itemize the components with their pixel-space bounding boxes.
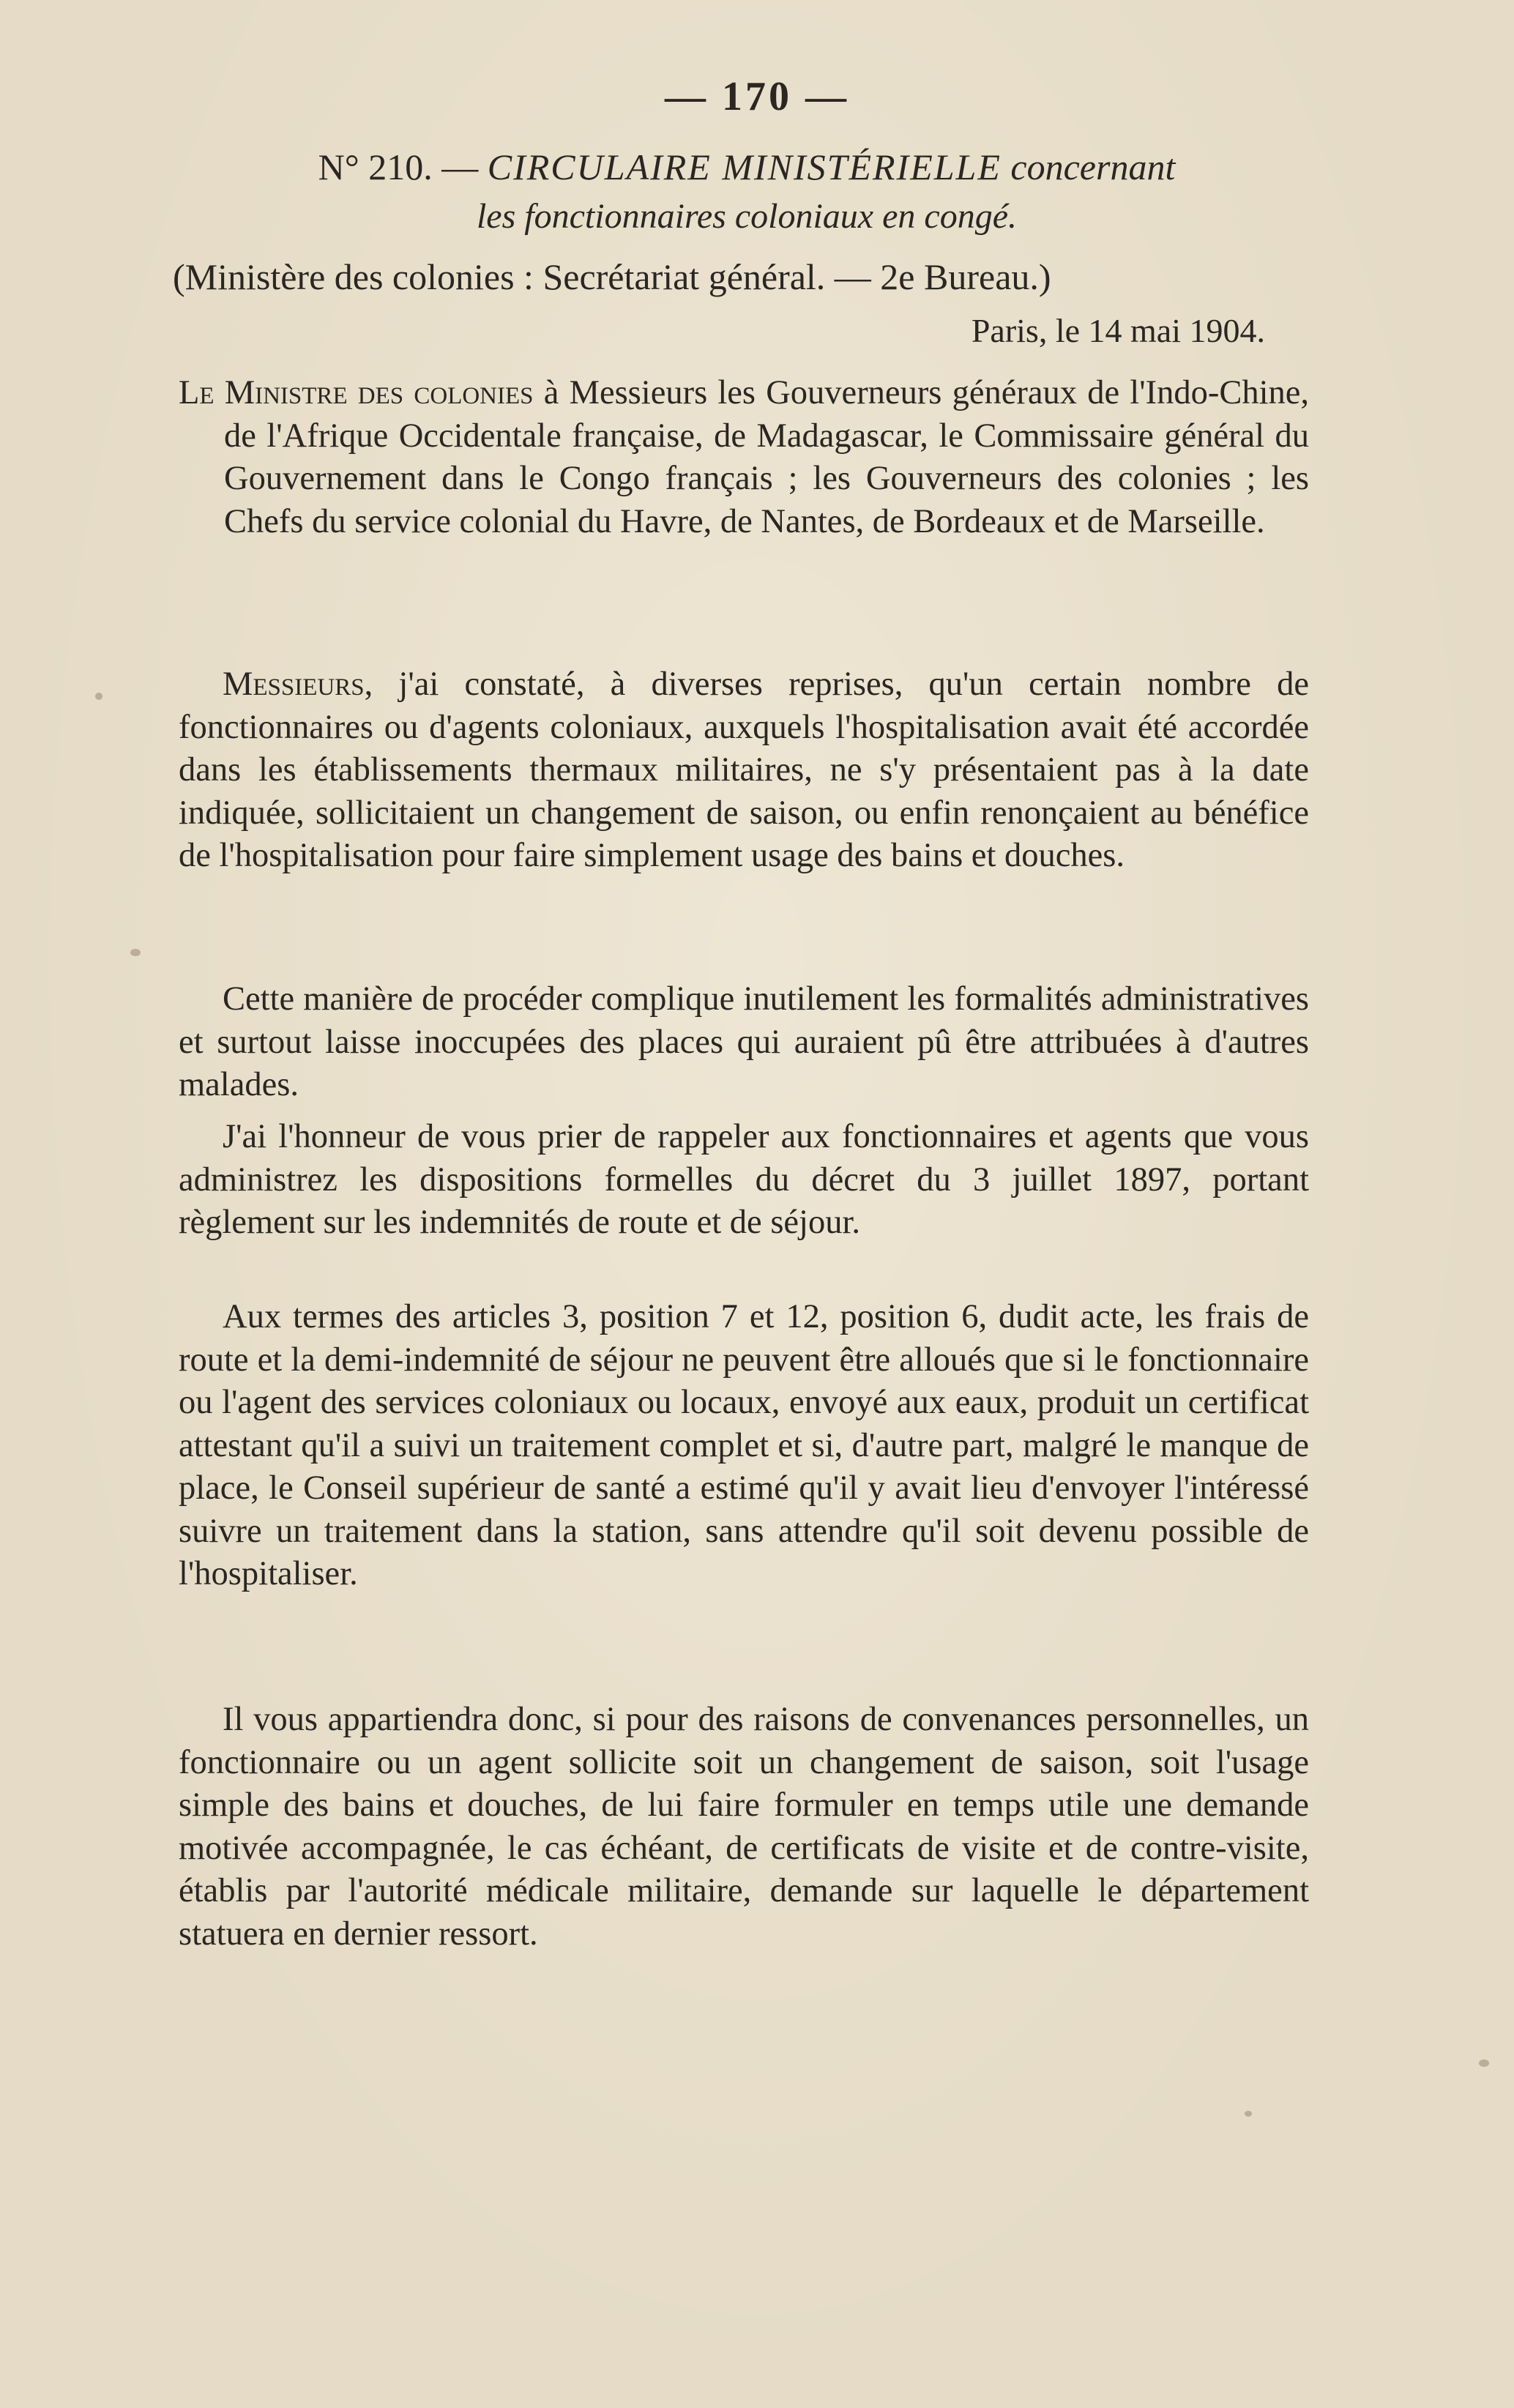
- circular-type: CIRCULAIRE MINISTÉRIELLE: [487, 146, 1002, 187]
- paper-speck: [95, 693, 102, 700]
- paragraph-4: Aux termes des articles 3, position 7 et 12, position 6, dudit acte, les frais de route et la demi-indemnité de séjour ne peuvent être alloués que si le fonctionnaire ou l'agent des services coloniaux ou locaux, envoyé aux eaux, produit un certificat attestant qu'il a suivi un traitement complet et si, d'autre part, malgré le manque de place, le Conseil supérieur de santé a estimé qu'il y avait lieu d'envoyer l'intéressé suivre un traitement dans la station, sans attendre qu'il soit devenu possible de l'hospitaliser.: [179, 1298, 1309, 1592]
- date-line: Paris, le 14 mai 1904.: [971, 312, 1265, 349]
- ministry-line: (Ministère des colonies : Secrétariat général. — 2e Bureau.): [173, 256, 1051, 297]
- paragraph-1-body: , j'ai constaté, à diverses reprises, qu'un certain nombre de fonctionnaires ou d'agents coloniaux, auxquels l'hospitalisation avait été accordée dans les établissements thermaux militaires, ne s'y présentaient pas à la date indiquée, sollicitaient un changement de saison, ou enfin renonçaient au bénéfice de l'hospitalisation pour faire simplement usage des bains et douches.: [179, 666, 1309, 874]
- address-lead: Le Ministre des colonies: [179, 374, 534, 411]
- paragraph-3: J'ai l'honneur de vous prier de rappeler aux fonctionnaires et agents que vous administrez les dispositions formelles du décret du 3 juillet 1897, portant règlement sur les indemnités de route et de séjour.: [179, 1118, 1309, 1241]
- paragraph-5: Il vous appartiendra donc, si pour des raisons de convenances personnelles, un fonctionnaire ou un agent sollicite soit un changement de saison, soit l'usage simple des bains et douches, de lui faire formuler en temps utile une demande motivée accompagnée, le cas échéant, de certificats de visite et de contre-visite, établis par l'autorité médicale militaire, demande sur laquelle le département statuera en dernier ressort.: [179, 1701, 1309, 1953]
- salutation: Messieurs: [223, 666, 365, 703]
- document-title: [176, 143, 1318, 190]
- paper-speck: [1479, 2060, 1489, 2067]
- paper-speck: [1245, 2111, 1252, 2117]
- title-concerning: concernant: [1010, 146, 1176, 187]
- address-body: à Messieurs les Gouverneurs généraux de l'Indo-Chine, de l'Afrique Occidentale française, de Madagascar, le Commissaire général du Gouvernement dans le Congo français ; les Gouverneurs des colonies ; les Chefs du service colonial du Havre, de Nantes, de Bordeaux et de Marseille.: [224, 374, 1310, 540]
- title-dash: —: [441, 146, 479, 187]
- document-subtitle: les fonctionnaires coloniaux en congé.: [476, 197, 1018, 236]
- paper-speck: [130, 949, 141, 956]
- address-paragraph: [179, 372, 1309, 543]
- paragraph-1: [179, 663, 1309, 878]
- circular-number: N° 210.: [318, 146, 433, 187]
- page-number: — 170 —: [665, 74, 849, 119]
- paragraph-2: Cette manière de procéder complique inutilement les formalités administratives et surtout laisse inoccupées des places qui auraient pû être attribuées à d'autres malades.: [179, 980, 1309, 1103]
